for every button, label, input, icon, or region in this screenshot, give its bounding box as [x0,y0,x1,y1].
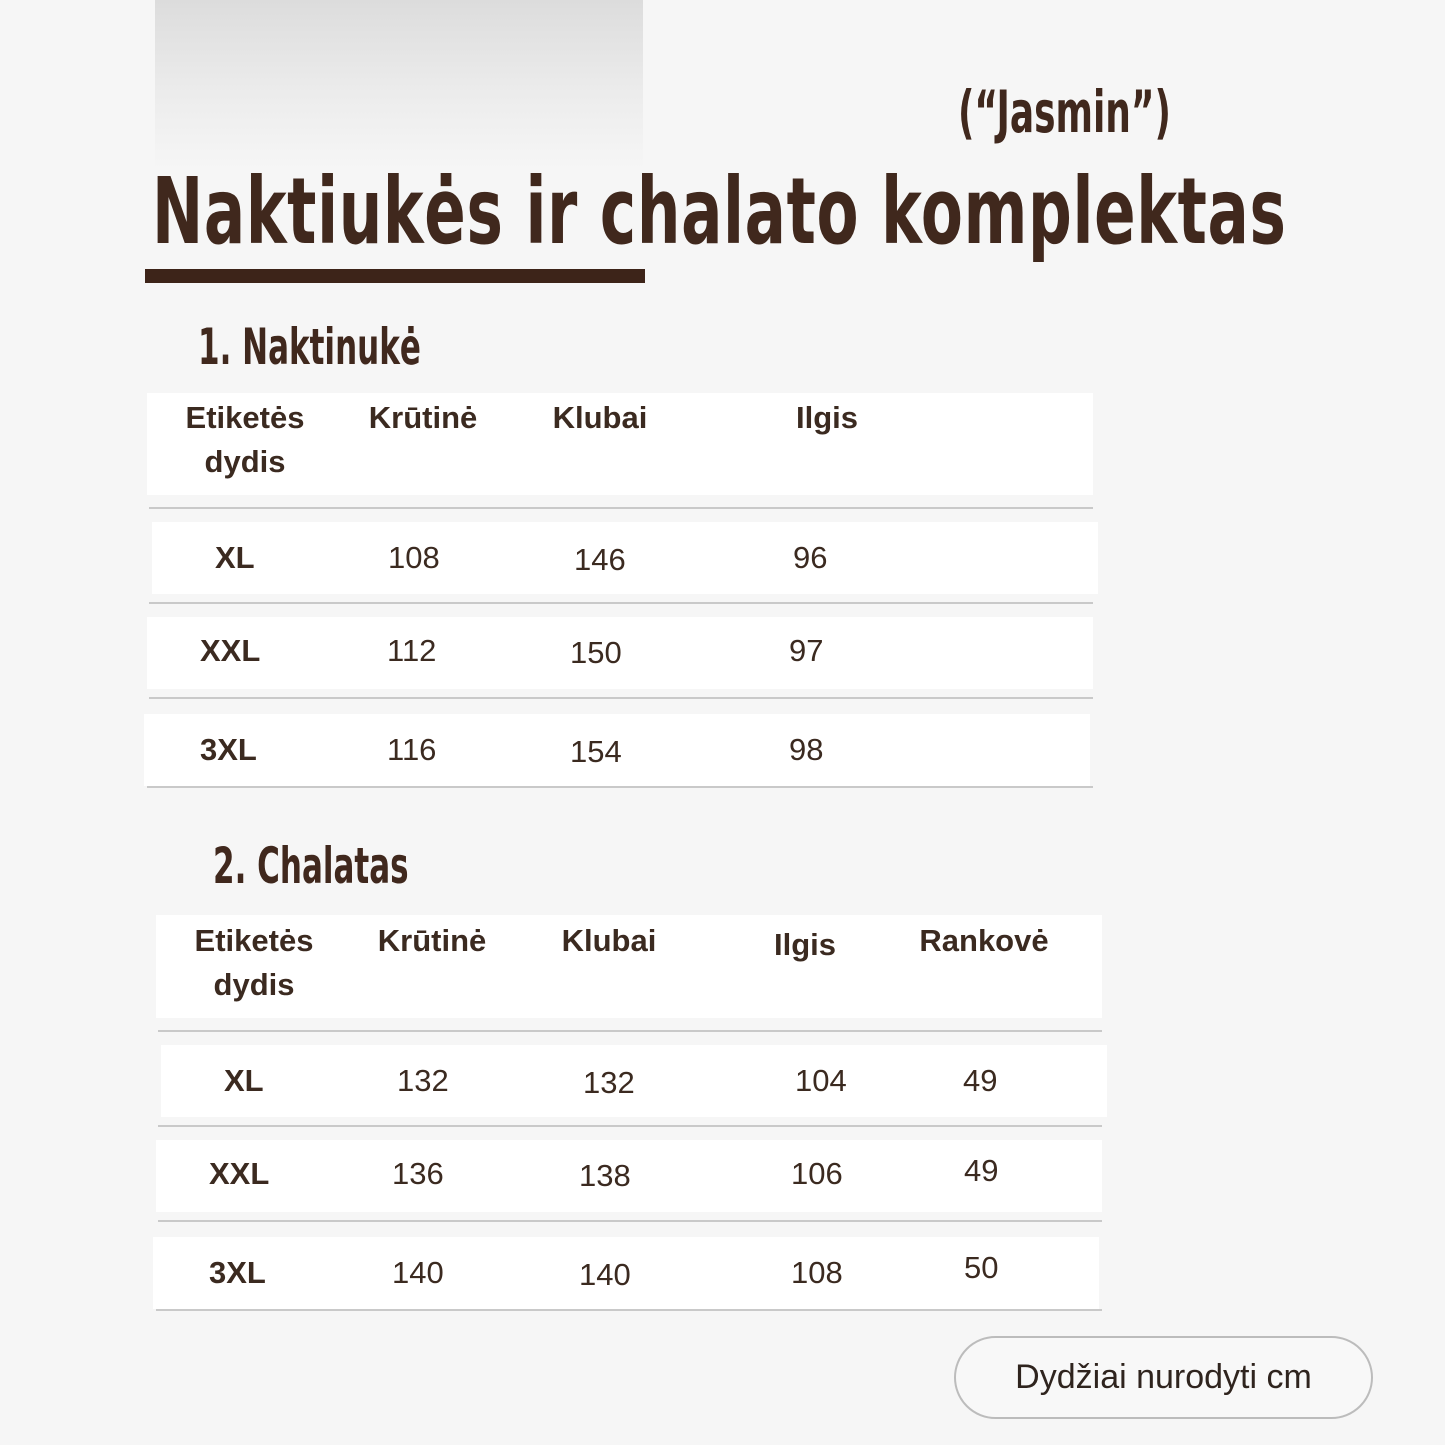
cell-size: XL [224,1063,264,1098]
row-separator [149,602,1093,604]
cell-krutine: 112 [387,633,437,668]
cell-krutine: 136 [392,1156,444,1191]
header-krutine: Krūtinė [377,923,487,958]
cell-ilgis: 108 [791,1255,843,1290]
header-krutine: Krūtinė [368,400,478,435]
cell-size: XXL [200,633,261,668]
cell-klubai: 154 [570,734,622,769]
cell-rankove: 49 [963,1063,998,1098]
cell-ilgis: 104 [795,1063,847,1098]
header-etiketes-dydis: Etiketės dydis [185,400,305,479]
units-note-text: Dydžiai nurodyti cm [1015,1358,1312,1396]
cell-klubai: 138 [579,1158,631,1193]
row-separator [149,507,1093,509]
header-klubai: Klubai [552,400,648,435]
decorative-gradient-block [155,0,643,170]
row-separator [158,1220,1102,1222]
page-title: Naktiukės ir chalato komplektas [152,158,1287,265]
cell-krutine: 132 [397,1063,449,1098]
section-heading-chalatas: 2. Chalatas [213,837,409,895]
header-rankove: Rankovė [919,923,1049,958]
row-separator [147,786,1093,788]
cell-ilgis: 97 [789,633,824,668]
cell-size: 3XL [200,732,257,767]
cell-size: 3XL [209,1255,266,1290]
units-note-badge [954,1336,1373,1419]
cell-krutine: 108 [388,540,440,575]
header-klubai: Klubai [561,923,657,958]
header-ilgis: Ilgis [773,927,836,962]
cell-size: XL [215,540,255,575]
row-separator [158,1030,1102,1032]
header-etiketes-dydis: Etiketės dydis [194,923,314,1002]
cell-rankove: 49 [964,1153,999,1188]
cell-klubai: 146 [574,542,626,577]
cell-ilgis: 96 [793,540,828,575]
row-separator [156,1309,1102,1311]
row-separator [149,697,1093,699]
row-separator [158,1125,1102,1127]
cell-krutine: 140 [392,1255,444,1290]
cell-klubai: 140 [579,1257,631,1292]
product-subtitle: (“Jasmin”) [958,78,1171,146]
cell-ilgis: 98 [789,732,824,767]
title-underline [145,269,645,283]
section-heading-naktinuke: 1. Naktinukė [198,318,421,376]
cell-klubai: 150 [570,635,622,670]
cell-size: XXL [209,1156,270,1191]
cell-ilgis: 106 [791,1156,843,1191]
cell-rankove: 50 [964,1250,999,1285]
cell-klubai: 132 [583,1065,635,1100]
cell-krutine: 116 [387,732,437,767]
header-ilgis: Ilgis [795,400,858,435]
